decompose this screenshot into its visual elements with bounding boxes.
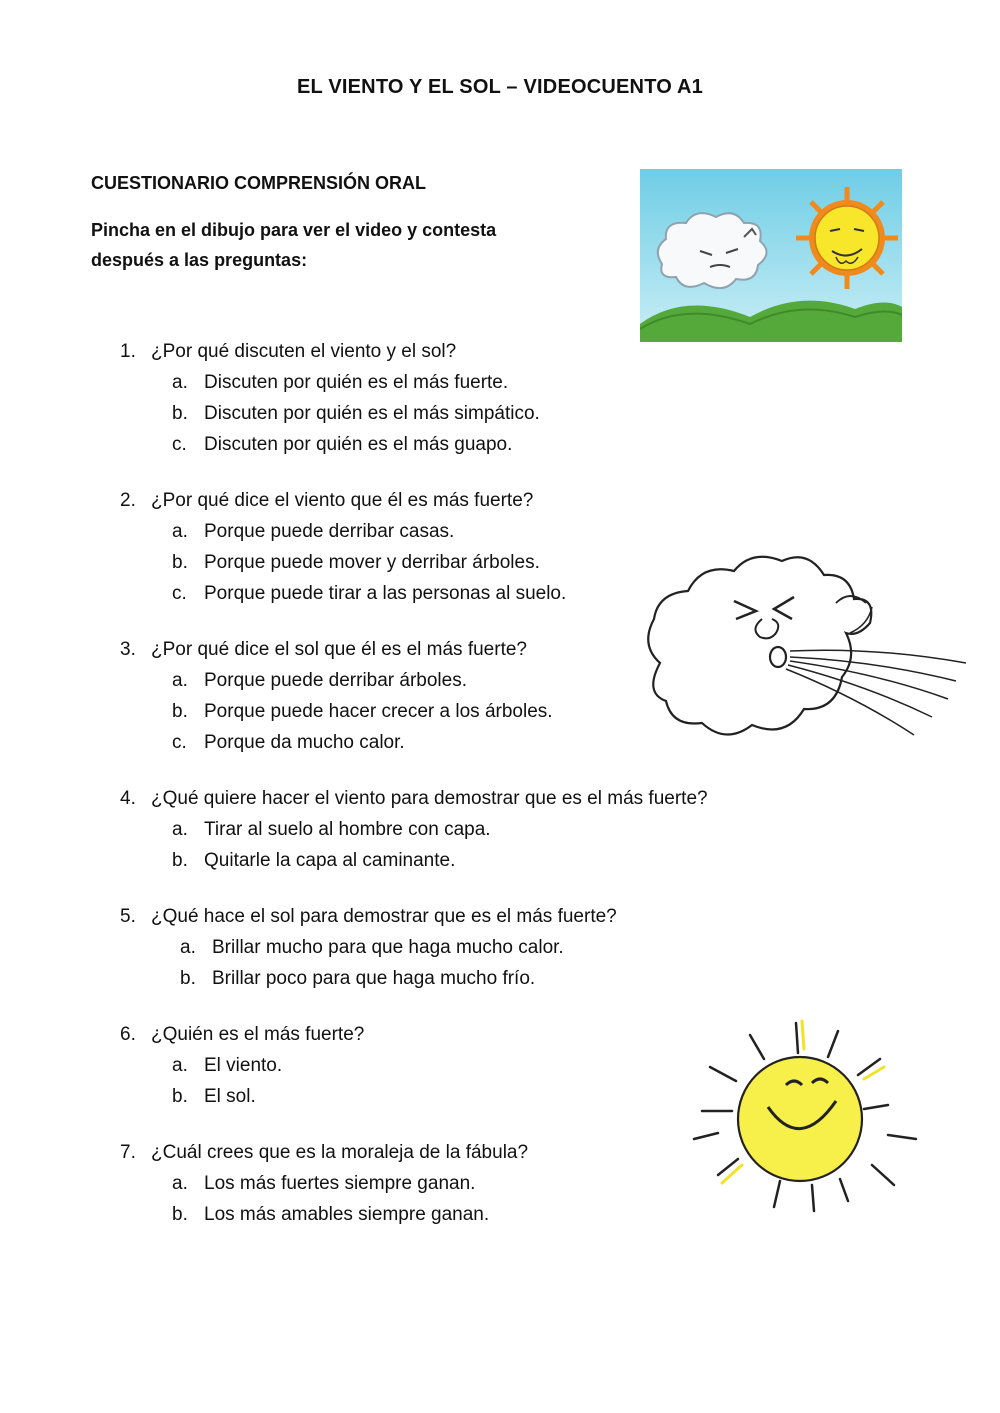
blowing-cloud-icon — [636, 545, 971, 760]
option-text: Porque puede derribar árboles. — [204, 670, 468, 691]
option-text: Quitarle la capa al caminante. — [204, 850, 456, 871]
instructions-line-1: Pincha en el dibujo para ver el video y contesta — [91, 220, 497, 240]
option-text: El sol. — [204, 1086, 256, 1107]
option-letter: b. — [172, 1086, 188, 1107]
option-letter: b. — [172, 552, 188, 573]
option-letter: a. — [172, 372, 188, 393]
instructions-line-2: después a las preguntas: — [91, 250, 308, 270]
option-letter: b. — [172, 403, 188, 424]
option-text: Brillar poco para que haga mucho frío. — [212, 968, 536, 989]
answer-option — [120, 516, 820, 547]
question-text: ¿Qué hace el sol para demostrar que es el más fuerte? — [151, 906, 617, 927]
instructions — [91, 215, 571, 275]
smiling-sun-icon — [688, 1015, 923, 1220]
question-number: 1. — [120, 341, 136, 362]
question-number: 6. — [120, 1024, 136, 1045]
question-text: ¿Por qué discuten el viento y el sol? — [151, 341, 457, 362]
question-5 — [120, 901, 820, 994]
option-letter: a. — [172, 670, 188, 691]
question-1 — [120, 336, 820, 460]
question-number: 4. — [120, 788, 136, 809]
option-text: Brillar mucho para que haga mucho calor. — [212, 937, 564, 958]
option-letter: b. — [172, 850, 188, 871]
question-text: ¿Qué quiere hacer el viento para demostrar que es el más fuerte? — [151, 788, 708, 809]
section-heading: CUESTIONARIO COMPRENSIÓN ORAL — [91, 173, 427, 193]
question-4 — [120, 783, 820, 876]
question-number: 3. — [120, 639, 136, 660]
option-letter: b. — [172, 701, 188, 722]
sun-illustration — [688, 1015, 923, 1220]
option-text: El viento. — [204, 1055, 283, 1076]
option-letter: c. — [172, 434, 187, 455]
question-text: ¿Por qué dice el viento que él es más fuerte? — [151, 490, 534, 511]
option-text: Porque puede tirar a las personas al suelo. — [204, 583, 567, 604]
option-text: Porque da mucho calor. — [204, 732, 405, 753]
option-letter: b. — [180, 968, 196, 989]
option-letter: a. — [180, 937, 196, 958]
option-letter: a. — [172, 819, 188, 840]
question-number: 5. — [120, 906, 136, 927]
option-text: Porque puede hacer crecer a los árboles. — [204, 701, 553, 722]
option-text: Porque puede derribar casas. — [204, 521, 455, 542]
option-text: Los más fuertes siempre ganan. — [204, 1173, 476, 1194]
question-text: ¿Cuál crees que es la moraleja de la fábula? — [151, 1142, 529, 1163]
option-text: Porque puede mover y derribar árboles. — [204, 552, 540, 573]
video-thumbnail-image — [640, 169, 902, 342]
question-text: ¿Por qué dice el sol que él es el más fuerte? — [151, 639, 527, 660]
answer-option — [120, 398, 820, 429]
option-letter: a. — [172, 1055, 188, 1076]
video-thumbnail-link[interactable] — [640, 169, 902, 342]
answer-option — [120, 814, 820, 845]
question-number: 2. — [120, 490, 136, 511]
option-text: Tirar al suelo al hombre con capa. — [204, 819, 491, 840]
option-letter: a. — [172, 1173, 188, 1194]
option-letter: a. — [172, 521, 188, 542]
question-number: 7. — [120, 1142, 136, 1163]
page-title: EL VIENTO Y EL SOL – VIDEOCUENTO A1 — [296, 76, 703, 98]
option-text: Discuten por quién es el más guapo. — [204, 434, 513, 455]
cloud-character-icon — [658, 213, 767, 288]
option-letter: c. — [172, 732, 187, 753]
option-text: Discuten por quién es el más fuerte. — [204, 372, 509, 393]
answer-option — [120, 429, 820, 460]
answer-option — [120, 963, 820, 994]
answer-option — [120, 367, 820, 398]
question-text: ¿Quién es el más fuerte? — [151, 1024, 365, 1045]
option-letter: c. — [172, 583, 187, 604]
option-letter: b. — [172, 1204, 188, 1225]
sun-character-icon — [796, 187, 898, 289]
option-text: Los más amables siempre ganan. — [204, 1204, 490, 1225]
answer-option — [120, 932, 820, 963]
option-text: Discuten por quién es el más simpático. — [204, 403, 540, 424]
wind-cloud-illustration — [636, 545, 971, 760]
answer-option — [120, 845, 820, 876]
